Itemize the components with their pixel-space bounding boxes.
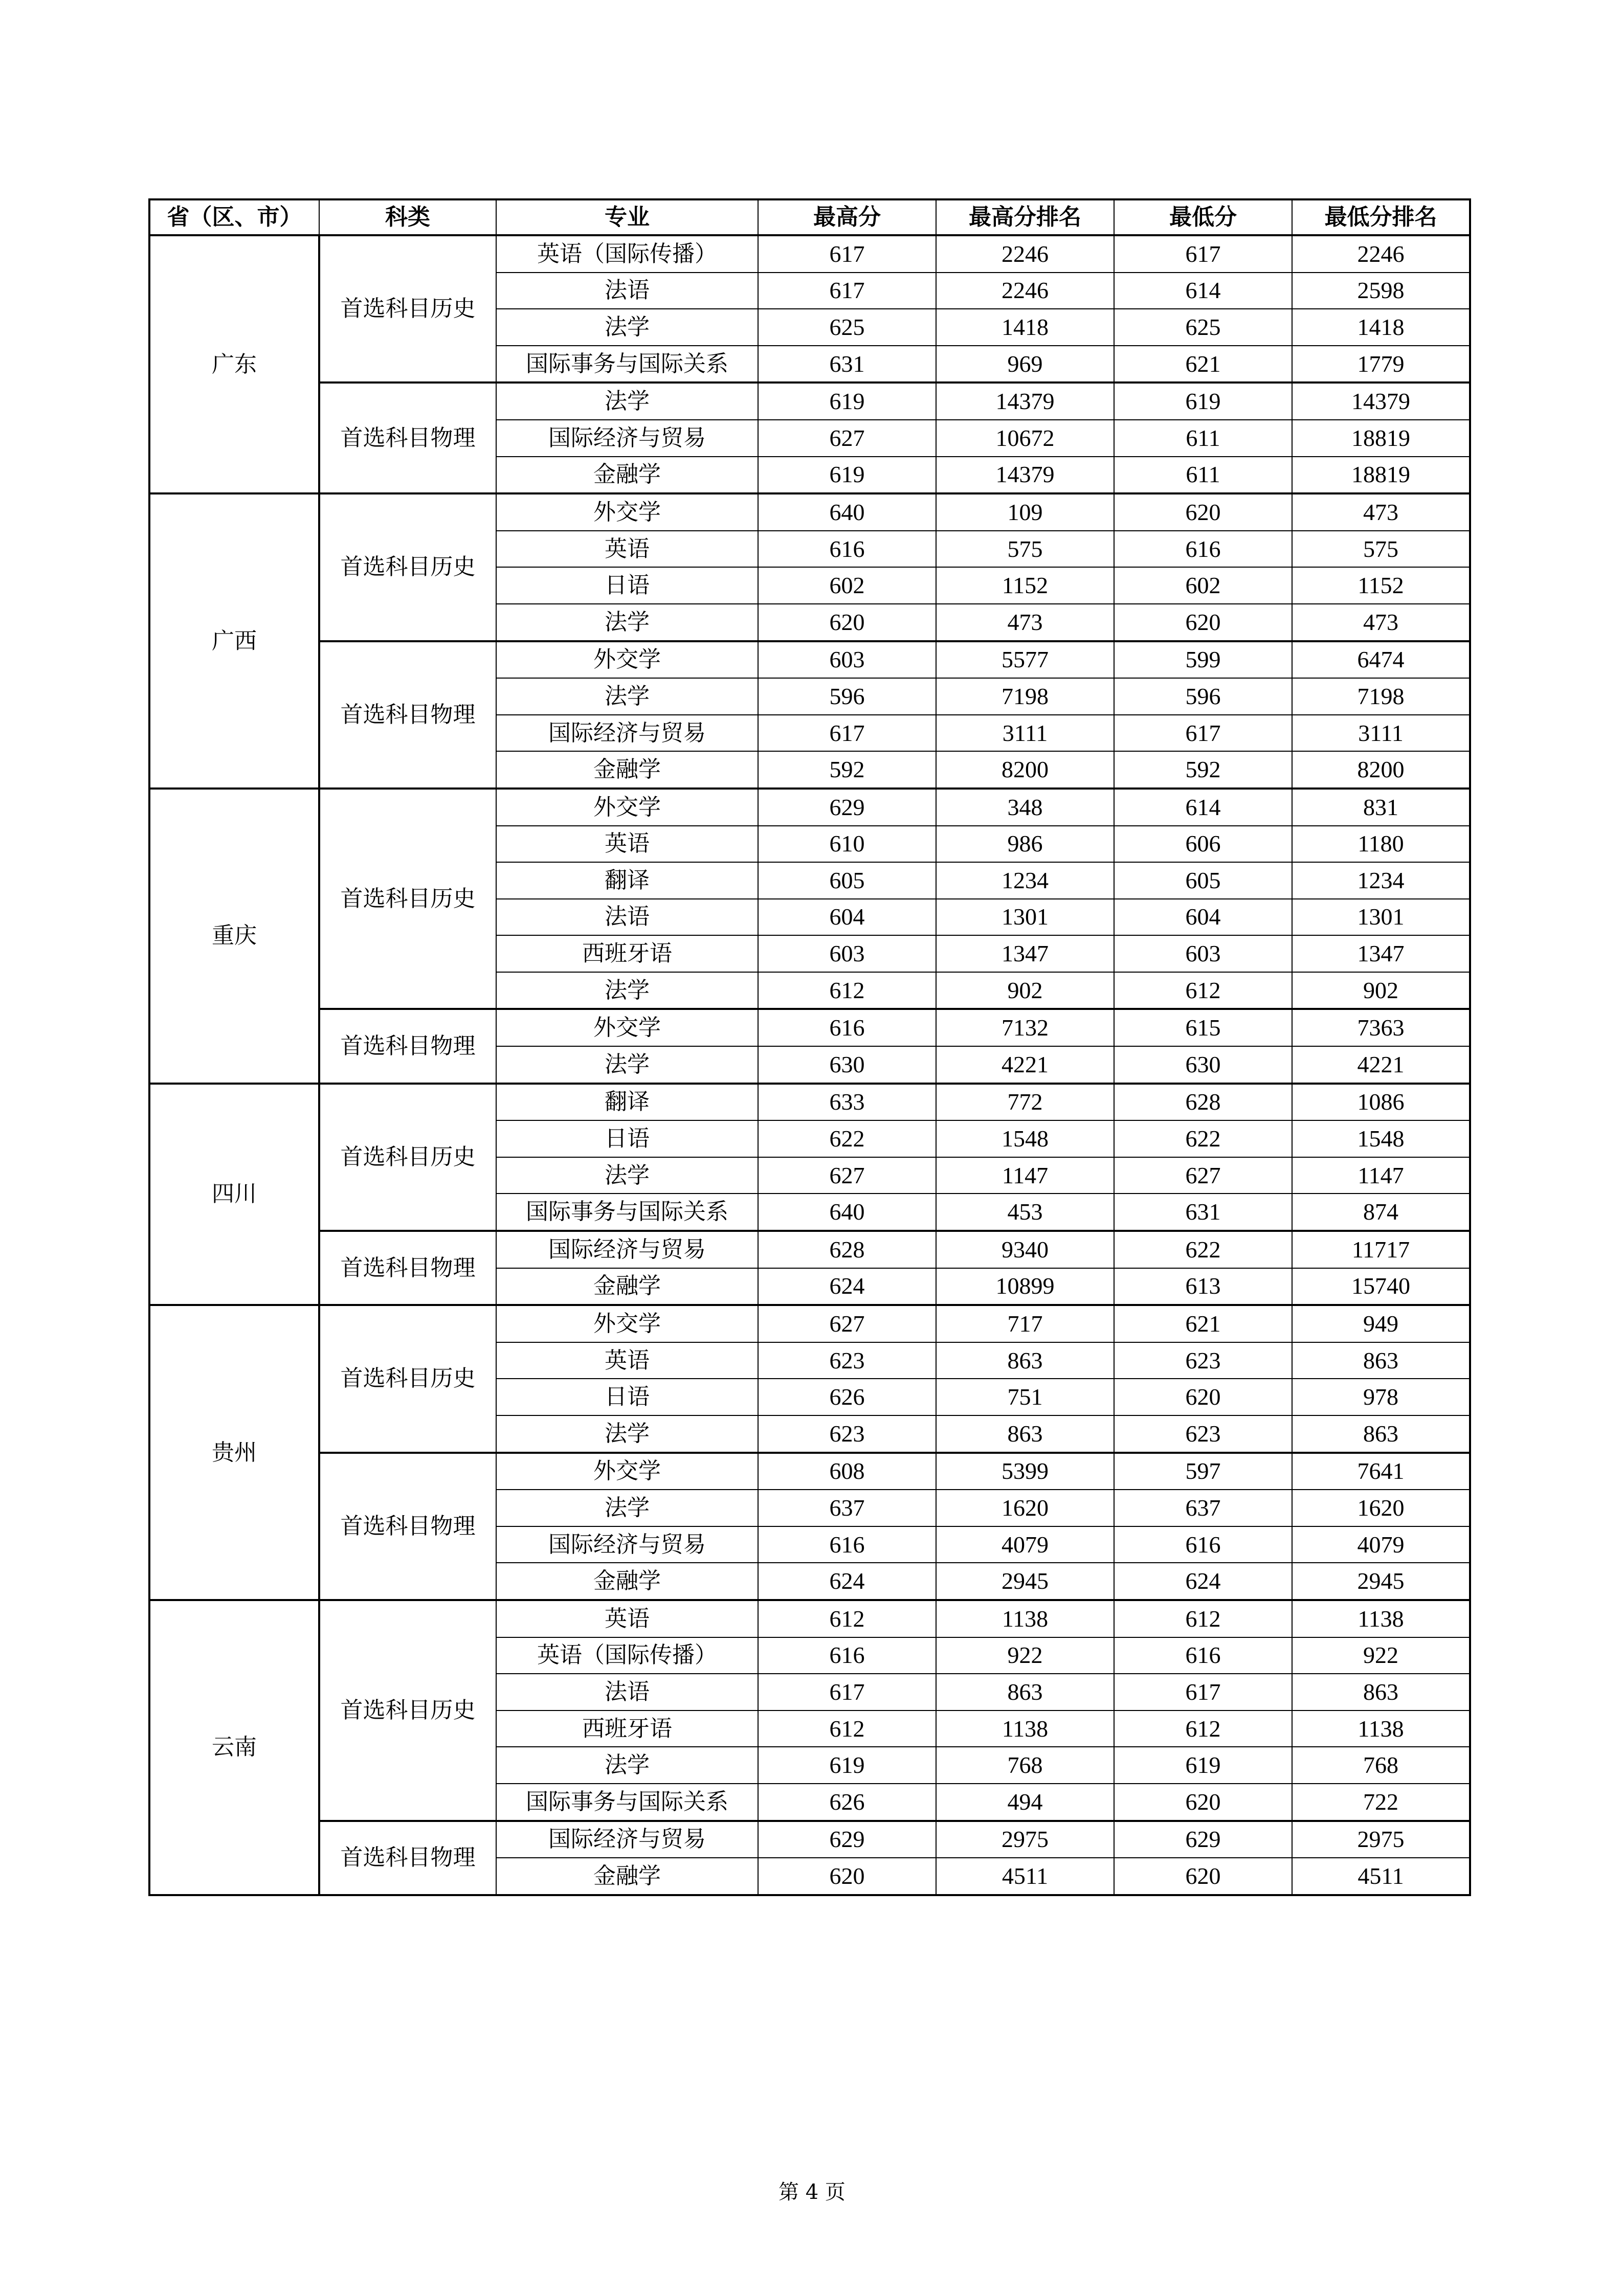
province-cell: 广西 [149, 493, 319, 789]
max-rank-cell: 768 [936, 1747, 1114, 1784]
major-cell: 金融学 [496, 1268, 758, 1305]
max-score-cell: 619 [758, 382, 936, 420]
min-score-cell: 620 [1114, 604, 1292, 641]
major-cell: 外交学 [496, 789, 758, 826]
max-score-cell: 603 [758, 935, 936, 972]
min-score-cell: 616 [1114, 531, 1292, 568]
max-score-cell: 629 [758, 789, 936, 826]
max-rank-cell: 575 [936, 531, 1114, 568]
max-score-cell: 622 [758, 1120, 936, 1157]
major-cell: 法学 [496, 972, 758, 1009]
min-rank-cell: 14379 [1292, 382, 1470, 420]
major-cell: 法学 [496, 1747, 758, 1784]
max-score-cell: 617 [758, 715, 936, 752]
min-rank-cell: 3111 [1292, 715, 1470, 752]
max-score-cell: 631 [758, 346, 936, 383]
max-score-cell: 619 [758, 457, 936, 494]
max-rank-cell: 2945 [936, 1563, 1114, 1600]
min-rank-cell: 1548 [1292, 1120, 1470, 1157]
major-cell: 外交学 [496, 1009, 758, 1046]
min-score-cell: 599 [1114, 641, 1292, 679]
max-rank-cell: 7132 [936, 1009, 1114, 1046]
major-cell: 法学 [496, 1490, 758, 1526]
max-score-cell: 612 [758, 972, 936, 1009]
major-cell: 日语 [496, 1120, 758, 1157]
min-score-cell: 614 [1114, 273, 1292, 309]
header-max-rank: 最高分排名 [936, 199, 1114, 235]
max-rank-cell: 473 [936, 604, 1114, 641]
major-cell: 国际经济与贸易 [496, 1526, 758, 1563]
max-rank-cell: 10672 [936, 420, 1114, 457]
category-cell: 首选科目历史 [319, 789, 496, 1009]
major-cell: 英语 [496, 531, 758, 568]
major-cell: 法学 [496, 678, 758, 715]
province-cell: 重庆 [149, 789, 319, 1084]
category-cell: 首选科目历史 [319, 1600, 496, 1821]
max-rank-cell: 1234 [936, 862, 1114, 899]
major-cell: 外交学 [496, 493, 758, 531]
min-score-cell: 621 [1114, 346, 1292, 383]
min-score-cell: 620 [1114, 493, 1292, 531]
admission-scores-table [148, 198, 1471, 1896]
major-cell: 法学 [496, 1415, 758, 1453]
max-rank-cell: 2246 [936, 235, 1114, 273]
min-score-cell: 620 [1114, 1379, 1292, 1415]
page-number: 第 4 页 [778, 2180, 846, 2204]
major-cell: 翻译 [496, 1084, 758, 1121]
min-rank-cell: 15740 [1292, 1268, 1470, 1305]
max-rank-cell: 1418 [936, 309, 1114, 346]
max-score-cell: 627 [758, 1305, 936, 1342]
min-score-cell: 623 [1114, 1342, 1292, 1379]
category-cell: 首选科目物理 [319, 1821, 496, 1895]
max-score-cell: 630 [758, 1046, 936, 1084]
max-rank-cell: 14379 [936, 457, 1114, 494]
table-row [149, 641, 1470, 679]
max-rank-cell: 969 [936, 346, 1114, 383]
min-rank-cell: 1301 [1292, 899, 1470, 936]
max-score-cell: 623 [758, 1342, 936, 1379]
max-score-cell: 610 [758, 826, 936, 863]
min-rank-cell: 18819 [1292, 420, 1470, 457]
major-cell: 西班牙语 [496, 935, 758, 972]
min-rank-cell: 863 [1292, 1342, 1470, 1379]
major-cell: 英语 [496, 826, 758, 863]
table-row [149, 1231, 1470, 1268]
major-cell: 法学 [496, 382, 758, 420]
min-rank-cell: 1138 [1292, 1600, 1470, 1637]
min-score-cell: 631 [1114, 1194, 1292, 1231]
table-row [149, 235, 1470, 273]
max-rank-cell: 863 [936, 1415, 1114, 1453]
max-score-cell: 603 [758, 641, 936, 679]
max-score-cell: 616 [758, 1637, 936, 1674]
max-rank-cell: 772 [936, 1084, 1114, 1121]
min-score-cell: 612 [1114, 972, 1292, 1009]
min-score-cell: 606 [1114, 826, 1292, 863]
min-score-cell: 624 [1114, 1563, 1292, 1600]
major-cell: 金融学 [496, 457, 758, 494]
max-rank-cell: 2246 [936, 273, 1114, 309]
max-score-cell: 627 [758, 420, 936, 457]
min-rank-cell: 473 [1292, 493, 1470, 531]
max-rank-cell: 348 [936, 789, 1114, 826]
max-rank-cell: 863 [936, 1674, 1114, 1710]
max-rank-cell: 5399 [936, 1453, 1114, 1490]
min-rank-cell: 8200 [1292, 751, 1470, 789]
min-score-cell: 613 [1114, 1268, 1292, 1305]
province-cell: 四川 [149, 1084, 319, 1305]
max-score-cell: 623 [758, 1415, 936, 1453]
category-cell: 首选科目物理 [319, 1009, 496, 1083]
min-score-cell: 617 [1114, 715, 1292, 752]
min-rank-cell: 922 [1292, 1637, 1470, 1674]
major-cell: 国际事务与国际关系 [496, 1784, 758, 1821]
min-rank-cell: 863 [1292, 1674, 1470, 1710]
min-rank-cell: 1138 [1292, 1710, 1470, 1747]
max-score-cell: 620 [758, 604, 936, 641]
major-cell: 翻译 [496, 862, 758, 899]
min-rank-cell: 874 [1292, 1194, 1470, 1231]
min-score-cell: 616 [1114, 1526, 1292, 1563]
max-score-cell: 592 [758, 751, 936, 789]
max-score-cell: 617 [758, 235, 936, 273]
min-rank-cell: 1086 [1292, 1084, 1470, 1121]
max-score-cell: 626 [758, 1784, 936, 1821]
province-cell: 贵州 [149, 1305, 319, 1600]
min-rank-cell: 2975 [1292, 1821, 1470, 1858]
max-rank-cell: 751 [936, 1379, 1114, 1415]
major-cell: 英语（国际传播） [496, 235, 758, 273]
category-cell: 首选科目历史 [319, 1084, 496, 1231]
min-score-cell: 629 [1114, 1821, 1292, 1858]
max-score-cell: 637 [758, 1490, 936, 1526]
max-rank-cell: 2975 [936, 1821, 1114, 1858]
min-rank-cell: 902 [1292, 972, 1470, 1009]
max-score-cell: 604 [758, 899, 936, 936]
max-score-cell: 605 [758, 862, 936, 899]
max-score-cell: 625 [758, 309, 936, 346]
max-rank-cell: 717 [936, 1305, 1114, 1342]
table-row [149, 789, 1470, 826]
major-cell: 法学 [496, 1046, 758, 1084]
min-rank-cell: 1347 [1292, 935, 1470, 972]
max-score-cell: 633 [758, 1084, 936, 1121]
major-cell: 金融学 [496, 1563, 758, 1600]
min-score-cell: 615 [1114, 1009, 1292, 1046]
min-rank-cell: 1620 [1292, 1490, 1470, 1526]
max-rank-cell: 1147 [936, 1157, 1114, 1194]
table-row [149, 493, 1470, 531]
max-rank-cell: 453 [936, 1194, 1114, 1231]
max-score-cell: 616 [758, 1526, 936, 1563]
max-score-cell: 620 [758, 1858, 936, 1895]
max-rank-cell: 1620 [936, 1490, 1114, 1526]
min-rank-cell: 1147 [1292, 1157, 1470, 1194]
max-score-cell: 627 [758, 1157, 936, 1194]
table-row [149, 382, 1470, 420]
min-score-cell: 627 [1114, 1157, 1292, 1194]
min-score-cell: 611 [1114, 420, 1292, 457]
min-score-cell: 619 [1114, 382, 1292, 420]
max-score-cell: 640 [758, 493, 936, 531]
min-rank-cell: 768 [1292, 1747, 1470, 1784]
category-cell: 首选科目物理 [319, 1453, 496, 1600]
max-score-cell: 612 [758, 1600, 936, 1637]
max-rank-cell: 5577 [936, 641, 1114, 679]
max-rank-cell: 8200 [936, 751, 1114, 789]
min-score-cell: 637 [1114, 1490, 1292, 1526]
min-rank-cell: 722 [1292, 1784, 1470, 1821]
major-cell: 国际事务与国际关系 [496, 1194, 758, 1231]
min-rank-cell: 6474 [1292, 641, 1470, 679]
max-rank-cell: 922 [936, 1637, 1114, 1674]
max-score-cell: 596 [758, 678, 936, 715]
min-rank-cell: 1180 [1292, 826, 1470, 863]
max-score-cell: 624 [758, 1268, 936, 1305]
min-score-cell: 612 [1114, 1710, 1292, 1747]
max-score-cell: 626 [758, 1379, 936, 1415]
min-score-cell: 622 [1114, 1120, 1292, 1157]
header-major: 专业 [496, 199, 758, 235]
max-rank-cell: 1152 [936, 567, 1114, 604]
max-score-cell: 612 [758, 1710, 936, 1747]
major-cell: 国际事务与国际关系 [496, 346, 758, 383]
major-cell: 法语 [496, 899, 758, 936]
major-cell: 国际经济与贸易 [496, 1821, 758, 1858]
min-rank-cell: 7641 [1292, 1453, 1470, 1490]
min-rank-cell: 2945 [1292, 1563, 1470, 1600]
major-cell: 英语 [496, 1600, 758, 1637]
min-rank-cell: 1418 [1292, 309, 1470, 346]
min-rank-cell: 1779 [1292, 346, 1470, 383]
min-score-cell: 612 [1114, 1600, 1292, 1637]
min-score-cell: 605 [1114, 862, 1292, 899]
max-score-cell: 616 [758, 531, 936, 568]
table-row [149, 1084, 1470, 1121]
max-score-cell: 617 [758, 1674, 936, 1710]
min-score-cell: 603 [1114, 935, 1292, 972]
min-score-cell: 621 [1114, 1305, 1292, 1342]
min-score-cell: 616 [1114, 1637, 1292, 1674]
min-rank-cell: 4079 [1292, 1526, 1470, 1563]
min-score-cell: 617 [1114, 1674, 1292, 1710]
min-rank-cell: 2598 [1292, 273, 1470, 309]
min-score-cell: 617 [1114, 235, 1292, 273]
min-rank-cell: 1152 [1292, 567, 1470, 604]
major-cell: 国际经济与贸易 [496, 715, 758, 752]
category-cell: 首选科目物理 [319, 382, 496, 493]
major-cell: 法语 [496, 273, 758, 309]
table-body [149, 235, 1470, 1895]
major-cell: 法学 [496, 604, 758, 641]
min-rank-cell: 18819 [1292, 457, 1470, 494]
min-rank-cell: 863 [1292, 1415, 1470, 1453]
max-score-cell: 619 [758, 1747, 936, 1784]
max-rank-cell: 10899 [936, 1268, 1114, 1305]
major-cell: 法学 [496, 1157, 758, 1194]
table-row [149, 1453, 1470, 1490]
min-score-cell: 620 [1114, 1858, 1292, 1895]
min-rank-cell: 7363 [1292, 1009, 1470, 1046]
min-score-cell: 625 [1114, 309, 1292, 346]
max-score-cell: 640 [758, 1194, 936, 1231]
min-score-cell: 619 [1114, 1747, 1292, 1784]
province-cell: 广东 [149, 235, 319, 493]
max-score-cell: 608 [758, 1453, 936, 1490]
min-score-cell: 604 [1114, 899, 1292, 936]
header-min-rank: 最低分排名 [1292, 199, 1470, 235]
major-cell: 日语 [496, 567, 758, 604]
major-cell: 西班牙语 [496, 1710, 758, 1747]
max-rank-cell: 4511 [936, 1858, 1114, 1895]
min-score-cell: 614 [1114, 789, 1292, 826]
category-cell: 首选科目历史 [319, 493, 496, 641]
major-cell: 法学 [496, 309, 758, 346]
header-province: 省（区、市） [149, 199, 319, 235]
max-score-cell: 602 [758, 567, 936, 604]
min-score-cell: 602 [1114, 567, 1292, 604]
category-cell: 首选科目历史 [319, 1305, 496, 1452]
max-score-cell: 629 [758, 1821, 936, 1858]
min-score-cell: 596 [1114, 678, 1292, 715]
min-score-cell: 597 [1114, 1453, 1292, 1490]
major-cell: 日语 [496, 1379, 758, 1415]
max-score-cell: 628 [758, 1231, 936, 1268]
max-rank-cell: 863 [936, 1342, 1114, 1379]
major-cell: 国际经济与贸易 [496, 420, 758, 457]
max-rank-cell: 109 [936, 493, 1114, 531]
min-rank-cell: 831 [1292, 789, 1470, 826]
max-rank-cell: 1138 [936, 1710, 1114, 1747]
max-rank-cell: 7198 [936, 678, 1114, 715]
header-max-score: 最高分 [758, 199, 936, 235]
header-row [149, 199, 1470, 235]
max-score-cell: 616 [758, 1009, 936, 1046]
min-rank-cell: 473 [1292, 604, 1470, 641]
max-rank-cell: 902 [936, 972, 1114, 1009]
category-cell: 首选科目物理 [319, 1231, 496, 1305]
header-min-score: 最低分 [1114, 199, 1292, 235]
min-score-cell: 611 [1114, 457, 1292, 494]
min-rank-cell: 949 [1292, 1305, 1470, 1342]
min-score-cell: 630 [1114, 1046, 1292, 1084]
major-cell: 金融学 [496, 1858, 758, 1895]
max-rank-cell: 494 [936, 1784, 1114, 1821]
max-rank-cell: 4079 [936, 1526, 1114, 1563]
min-score-cell: 622 [1114, 1231, 1292, 1268]
min-rank-cell: 7198 [1292, 678, 1470, 715]
min-score-cell: 623 [1114, 1415, 1292, 1453]
header-category: 科类 [319, 199, 496, 235]
max-score-cell: 624 [758, 1563, 936, 1600]
category-cell: 首选科目历史 [319, 235, 496, 382]
major-cell: 外交学 [496, 641, 758, 679]
table-row [149, 1600, 1470, 1637]
min-rank-cell: 575 [1292, 531, 1470, 568]
min-score-cell: 628 [1114, 1084, 1292, 1121]
major-cell: 国际经济与贸易 [496, 1231, 758, 1268]
min-rank-cell: 2246 [1292, 235, 1470, 273]
province-cell: 云南 [149, 1600, 319, 1895]
min-rank-cell: 11717 [1292, 1231, 1470, 1268]
max-rank-cell: 986 [936, 826, 1114, 863]
min-score-cell: 620 [1114, 1784, 1292, 1821]
table-row [149, 1821, 1470, 1858]
max-rank-cell: 4221 [936, 1046, 1114, 1084]
max-rank-cell: 3111 [936, 715, 1114, 752]
min-rank-cell: 978 [1292, 1379, 1470, 1415]
table-row [149, 1305, 1470, 1342]
max-rank-cell: 1548 [936, 1120, 1114, 1157]
major-cell: 英语 [496, 1342, 758, 1379]
max-rank-cell: 1347 [936, 935, 1114, 972]
min-rank-cell: 1234 [1292, 862, 1470, 899]
major-cell: 法语 [496, 1674, 758, 1710]
min-rank-cell: 4511 [1292, 1858, 1470, 1895]
category-cell: 首选科目物理 [319, 641, 496, 789]
major-cell: 金融学 [496, 751, 758, 789]
min-rank-cell: 4221 [1292, 1046, 1470, 1084]
max-rank-cell: 1138 [936, 1600, 1114, 1637]
major-cell: 英语（国际传播） [496, 1637, 758, 1674]
table-row [149, 1009, 1470, 1046]
max-rank-cell: 9340 [936, 1231, 1114, 1268]
min-score-cell: 592 [1114, 751, 1292, 789]
max-score-cell: 617 [758, 273, 936, 309]
max-rank-cell: 14379 [936, 382, 1114, 420]
max-rank-cell: 1301 [936, 899, 1114, 936]
major-cell: 外交学 [496, 1453, 758, 1490]
major-cell: 外交学 [496, 1305, 758, 1342]
